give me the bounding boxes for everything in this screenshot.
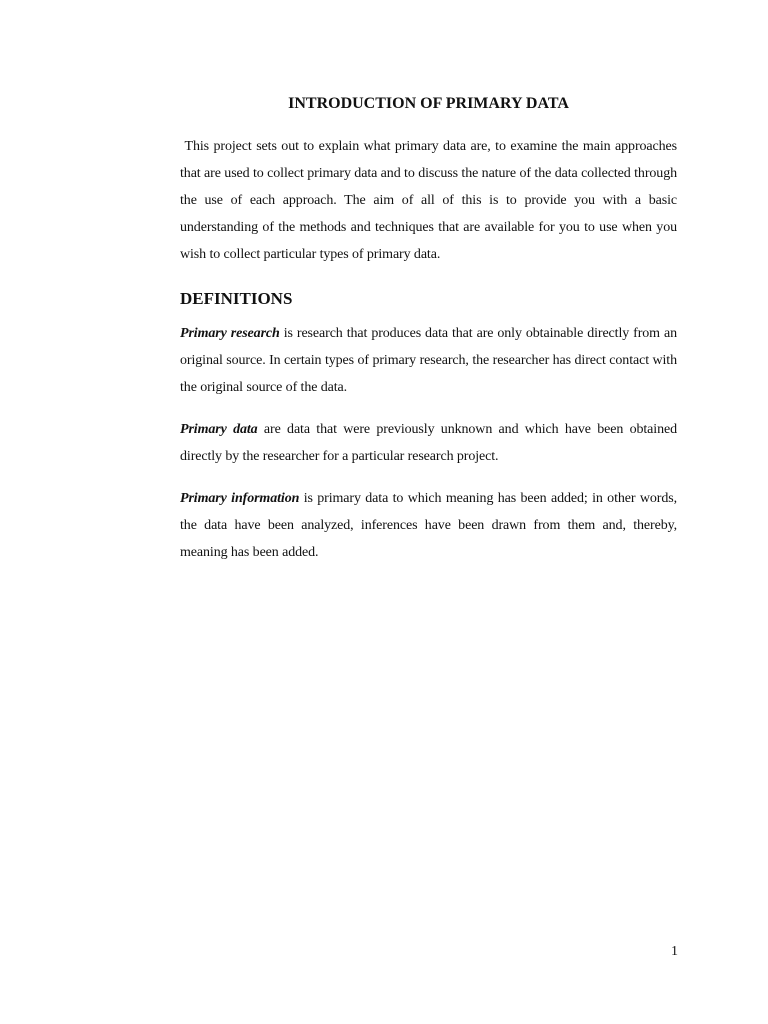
definition-term: Primary data xyxy=(180,422,258,437)
definition-text: is primary data to which meaning has been added; in other words, the data have been analyzed, inferences have been drawn from them and, thereby, meaning has been added. xyxy=(180,491,681,560)
definitions-heading: DEFINITIONS xyxy=(180,289,293,308)
definition-primary-research xyxy=(180,320,681,401)
definition-term: Primary research xyxy=(180,326,280,341)
page-number: 1 xyxy=(671,944,678,959)
definition-primary-information xyxy=(180,485,681,566)
definition-text: are data that were previously unknown and which have been obtained directly by the researcher for a particular research project. xyxy=(180,422,681,464)
page-title: INTRODUCTION OF PRIMARY DATA xyxy=(288,95,569,112)
definition-term: Primary information xyxy=(180,491,300,506)
definition-text: is research that produces data that are only obtainable directly from an original source. In certain types of primary research, the researcher has direct contact with the original source of the data. xyxy=(180,326,681,395)
intro-paragraph: This project sets out to explain what primary data are, to examine the main approaches that are used to collect primary data and to discuss the nature of the data collected through the use of each approach. The aim of all of this is to provide you with a basic understanding of the methods and techniques that are available for you to use when you wish to collect particular types of primary data. xyxy=(180,139,681,262)
definition-primary-data xyxy=(180,416,681,470)
